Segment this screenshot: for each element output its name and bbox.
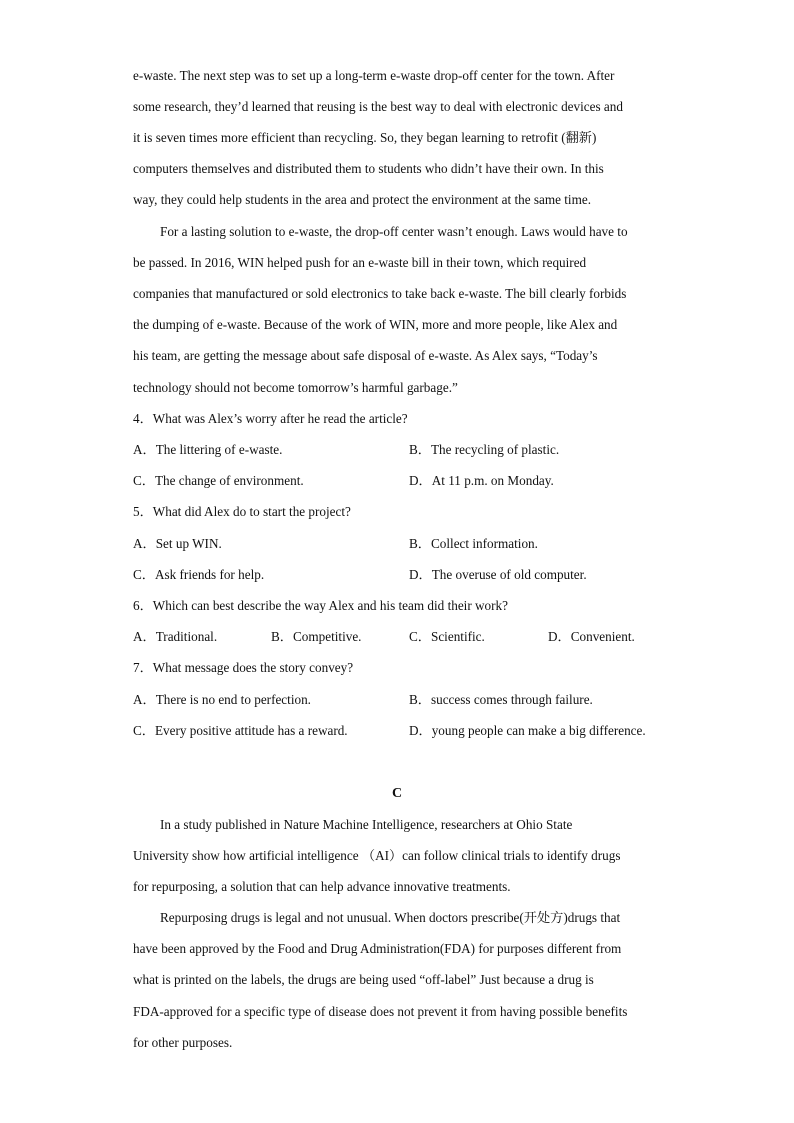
passage-b-p1-line: way, they could help students in the area and protect the environment at the same time. [133,192,591,207]
option-d: D．young people can make a big difference. [409,723,646,738]
question-stem: 5．What did Alex do to start the project? [133,504,351,519]
passage-c-p1-line: for repurposing, a solution that can help advance innovative treatments. [133,879,511,894]
passage-c-p2-line: what is printed on the labels, the drugs are being used “off-label” Just because a drug is [133,972,594,987]
option-b: B．The recycling of plastic. [409,442,560,457]
passage-b-p1-line: some research, they’d learned that reusing is the best way to deal with electronic devices and [133,99,623,114]
passage-b-p2-line: For a lasting solution to e-waste, the drop-off center wasn’t enough. Laws would have to [160,224,628,239]
option-d: D．Convenient. [548,629,635,644]
option-d: D．At 11 p.m. on Monday. [409,473,554,488]
passage-c-p1-line: In a study published in Nature Machine Intelligence, researchers at Ohio State [160,817,573,832]
passage-b-p2-line: technology should not become tomorrow’s harmful garbage.” [133,380,458,395]
option-b: B．Competitive. [271,629,362,644]
passage-c-p2-line: have been approved by the Food and Drug Administration(FDA) for purposes different from [133,941,622,956]
passage-b-p2-line: his team, are getting the message about safe disposal of e-waste. As Alex says, “Today’s [133,348,598,363]
option-b: B．Collect information. [409,536,538,551]
passage-c-p2-line: FDA-approved for a specific type of disease does not prevent it from having possible benefits [133,1004,628,1019]
section-heading: C [391,786,403,801]
option-a: A．Traditional. [133,629,218,644]
option-a: A．Set up WIN. [133,536,222,551]
option-a: A．The littering of e-waste. [133,442,283,457]
passage-c-p2-line: for other purposes. [133,1035,233,1050]
passage-c-p2-line: Repurposing drugs is legal and not unusual. When doctors prescribe(开处方)drugs that [160,910,621,925]
passage-b-p2-line: be passed. In 2016, WIN helped push for an e-waste bill in their town, which required [133,255,587,270]
passage-b-p1-line: e-waste. The next step was to set up a long-term e-waste drop-off center for the town. After [133,68,615,83]
passage-c-p1-line: University show how artificial intelligence （AI）can follow clinical trials to identify drugs [133,848,621,863]
option-d: D．The overuse of old computer. [409,567,587,582]
passage-b-p1-line: computers themselves and distributed them to students who didn’t have their own. In this [133,161,604,176]
option-c: C．Scientific. [409,629,485,644]
option-c: C．The change of environment. [133,473,304,488]
option-c: C．Ask friends for help. [133,567,265,582]
option-b: B．success comes through failure. [409,692,593,707]
passage-b-p2-line: the dumping of e-waste. Because of the work of WIN, more and more people, like Alex and [133,317,618,332]
passage-b-p2-line: companies that manufactured or sold electronics to take back e-waste. The bill clearly forbids [133,286,627,301]
question-stem: 6．Which can best describe the way Alex and his team did their work? [133,598,508,613]
question-stem: 7．What message does the story convey? [133,660,354,675]
option-c: C．Every positive attitude has a reward. [133,723,348,738]
question-stem: 4．What was Alex’s worry after he read the article? [133,411,408,426]
option-a: A．There is no end to perfection. [133,692,311,707]
passage-b-p1-line: it is seven times more efficient than recycling. So, they began learning to retrofit (翻新) [133,130,597,145]
